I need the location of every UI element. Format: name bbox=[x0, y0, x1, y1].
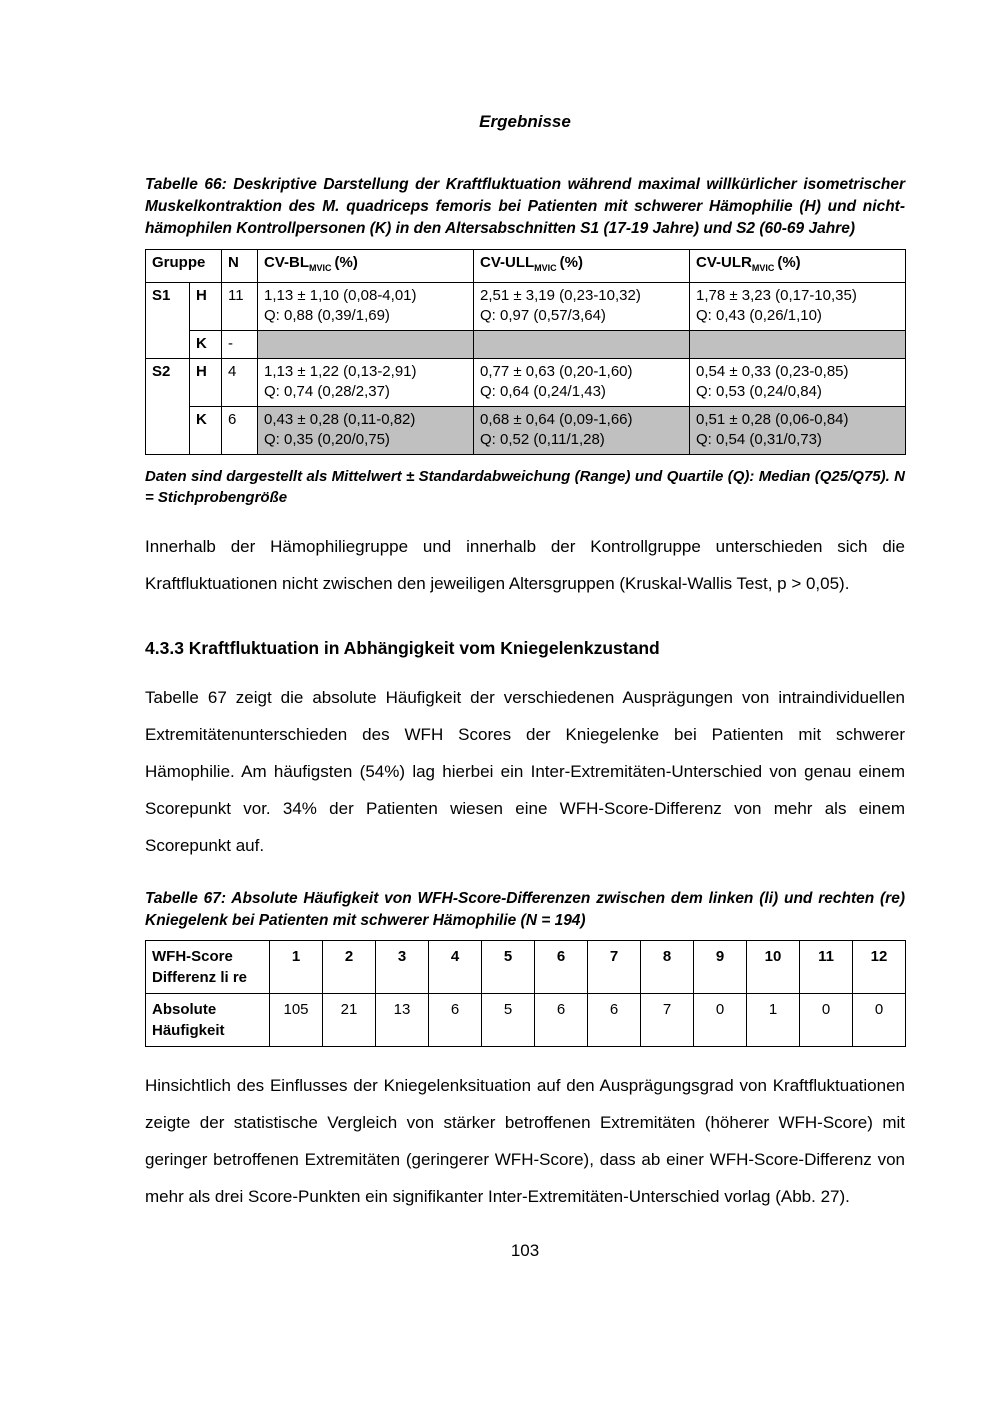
t66-cell-cvbl bbox=[258, 283, 474, 331]
t67-score-col: 8 bbox=[641, 941, 694, 994]
t67-score-col: 4 bbox=[429, 941, 482, 994]
t67-frequency-cell: 5 bbox=[482, 994, 535, 1047]
paragraph-2: Tabelle 67 zeigt die absolute Häufigkeit der verschiedenen Ausprägungen von intraindividuellen Extremitätenunterschieden des WFH Scores der Kniegelenke bei Patienten mit schwerer Hämophilie. Am häufigsten (54%) lag hierbei ein Inter-Extremitäten-Unterschied von genau einem Scorepunkt vor. 34% der Patienten wiesen eine WFH-Score-Differenz von mehr als einem Scorepunkt auf. bbox=[145, 688, 905, 855]
t66-header-n: N bbox=[222, 250, 258, 283]
t66-cell-segment-s1: S1 bbox=[146, 283, 190, 359]
table66 bbox=[145, 249, 906, 455]
table66-footnote: Daten sind dargestellt als Mittelwert ± Standardabweichung (Range) und Quartile (Q): Median (Q25/Q75). N = Stichprobengröße bbox=[145, 468, 905, 506]
t67-frequency-cell: 21 bbox=[323, 994, 376, 1047]
t66-cell-group: H bbox=[190, 283, 222, 331]
corner-line: Differenz li re bbox=[152, 969, 248, 986]
t66-header-cvulr-name: CV-ULR bbox=[696, 254, 752, 271]
cell-line: 1,78 ± 3,23 (0,17-10,35) bbox=[696, 287, 857, 304]
table67-frequency-row bbox=[146, 994, 906, 1047]
t66-cell-cvull bbox=[474, 407, 690, 455]
t66-cell-cvull bbox=[474, 359, 690, 407]
t66-cell-group: K bbox=[190, 331, 222, 359]
t66-cell-cvulr bbox=[690, 359, 906, 407]
table66-header-row bbox=[146, 250, 906, 283]
cell-line: Q: 0,74 (0,28/2,37) bbox=[264, 383, 390, 400]
t66-header-cvull-unit: (%) bbox=[559, 254, 583, 271]
t67-frequency-cell: 7 bbox=[641, 994, 694, 1047]
t66-cell-cvull bbox=[474, 283, 690, 331]
t66-header-cvbl bbox=[258, 250, 474, 283]
table67-caption: Tabelle 67: Absolute Häufigkeit von WFH-Score-Differenzen zwischen dem linken (li) und rechten (re) Kniegelenk bei Patienten mit schwerer Hämophilie (N = 194) bbox=[145, 890, 905, 929]
t67-score-col: 1 bbox=[270, 941, 323, 994]
table66-row-s2-h bbox=[146, 359, 906, 407]
cell-line: 0,51 ± 0,28 (0,06-0,84) bbox=[696, 411, 849, 428]
t67-frequency-cell: 6 bbox=[429, 994, 482, 1047]
t66-cell-cvulr-empty bbox=[690, 331, 906, 359]
t67-corner-header bbox=[146, 941, 270, 994]
t66-header-cvull-sub: MVIC bbox=[534, 263, 557, 273]
table67 bbox=[145, 940, 906, 1047]
page-number: 103 bbox=[510, 1241, 540, 1260]
cell-line: 0,43 ± 0,28 (0,11-0,82) bbox=[264, 411, 416, 428]
t67-score-col: 10 bbox=[747, 941, 800, 994]
t66-header-cvbl-sub: MVIC bbox=[309, 263, 332, 273]
table66-row-s1-h bbox=[146, 283, 906, 331]
t66-cell-cvulr bbox=[690, 283, 906, 331]
t67-frequency-cell: 1 bbox=[747, 994, 800, 1047]
t66-header-cvulr-sub: MVIC bbox=[751, 263, 775, 273]
t67-frequency-cell: 0 bbox=[694, 994, 747, 1047]
corner-line: WFH-Score bbox=[152, 948, 233, 965]
t67-frequency-cell: 0 bbox=[800, 994, 853, 1047]
cell-line: Q: 0,88 (0,39/1,69) bbox=[264, 307, 390, 324]
page-content bbox=[145, 112, 905, 1261]
t66-header-cvulr bbox=[690, 250, 906, 283]
t67-frequency-cell: 105 bbox=[270, 994, 323, 1047]
t66-cell-n: - bbox=[222, 331, 258, 359]
cell-line: 0,68 ± 0,64 (0,09-1,66) bbox=[480, 411, 633, 428]
paragraph-3: Hinsichtlich des Einflusses der Kniegelenksituation auf den Ausprägungsgrad von Kraftfluktuationen zeigte der statistische Vergleich von stärker betroffenen Extremitäten (höherer WFH-Score) mit geringer betroffenen Extremitäten (geringerer WFH-Score), dass ab einer WFH-Score-Differenz von mehr als drei Score-Punkten ein signifikanter Inter-Extremitäten-Unterschied vorlag (Abb. 27). bbox=[145, 1076, 905, 1206]
t66-header-cvulr-unit: (%) bbox=[777, 254, 801, 271]
t66-cell-n: 11 bbox=[222, 283, 258, 331]
t67-frequency-cell: 13 bbox=[376, 994, 429, 1047]
t66-cell-cvbl bbox=[258, 359, 474, 407]
t67-score-col: 11 bbox=[800, 941, 853, 994]
table66-row-s2-k bbox=[146, 407, 906, 455]
t66-header-cvull-name: CV-ULL bbox=[480, 254, 535, 271]
t67-score-col: 2 bbox=[323, 941, 376, 994]
cell-line: Q: 0,64 (0,24/1,43) bbox=[480, 383, 606, 400]
t66-cell-n: 4 bbox=[222, 359, 258, 407]
cell-line: 0,77 ± 0,63 (0,20-1,60) bbox=[480, 363, 633, 380]
t67-frequency-cell: 6 bbox=[535, 994, 588, 1047]
t66-header-cvbl-unit: (%) bbox=[334, 254, 358, 271]
t66-cell-segment-s2: S2 bbox=[146, 359, 190, 455]
cell-line: 2,51 ± 3,19 (0,23-10,32) bbox=[480, 287, 641, 304]
table66-row-s1-k bbox=[146, 331, 906, 359]
t67-score-col: 9 bbox=[694, 941, 747, 994]
cell-line: Q: 0,53 (0,24/0,84) bbox=[696, 383, 822, 400]
cell-line: Q: 0,52 (0,11/1,28) bbox=[480, 431, 605, 448]
t66-cell-group: K bbox=[190, 407, 222, 455]
t66-cell-cvbl bbox=[258, 407, 474, 455]
paragraph-1: Innerhalb der Hämophiliegruppe und innerhalb der Kontrollgruppe unterschieden sich die Kraftfluktuationen nicht zwischen den jeweiligen Altersgruppen (Kruskal-Wallis Test, p > 0,05). bbox=[145, 537, 905, 593]
section-heading-4-3-3: 4.3.3 Kraftfluktuation in Abhängigkeit vom Kniegelenkzustand bbox=[145, 638, 660, 658]
table67-header-row bbox=[146, 941, 906, 994]
t67-row-label bbox=[146, 994, 270, 1047]
running-header: Ergebnisse bbox=[479, 112, 571, 131]
cell-line: 0,54 ± 0,33 (0,23-0,85) bbox=[696, 363, 849, 380]
t67-score-col: 6 bbox=[535, 941, 588, 994]
cell-line: Q: 0,35 (0,20/0,75) bbox=[264, 431, 390, 448]
t67-frequency-cell: 0 bbox=[853, 994, 906, 1047]
t66-cell-cvbl-empty bbox=[258, 331, 474, 359]
t66-cell-group: H bbox=[190, 359, 222, 407]
cell-line: Q: 0,43 (0,26/1,10) bbox=[696, 307, 822, 324]
t66-cell-cvulr bbox=[690, 407, 906, 455]
table66-caption: Tabelle 66: Deskriptive Darstellung der Kraftfluktuation während maximal willkürlicher isometrischer Muskelkontraktion des M. quadriceps femoris bei Patienten mit schwerer Hämophilie (H) und nicht-hämophilen Kontrollpersonen (K) in den Altersabschnitten S1 (17-19 Jahre) und S2 (60-69 Jahre) bbox=[145, 176, 905, 237]
t67-score-col: 3 bbox=[376, 941, 429, 994]
t67-frequency-cell: 6 bbox=[588, 994, 641, 1047]
cell-line: Q: 0,97 (0,57/3,64) bbox=[480, 307, 606, 324]
t66-cell-n: 6 bbox=[222, 407, 258, 455]
cell-line: 1,13 ± 1,10 (0,08-4,01) bbox=[264, 287, 417, 304]
cell-line: Q: 0,54 (0,31/0,73) bbox=[696, 431, 822, 448]
t66-cell-cvull-empty bbox=[474, 331, 690, 359]
t66-header-gruppe: Gruppe bbox=[146, 250, 222, 283]
t67-score-col: 7 bbox=[588, 941, 641, 994]
t66-header-cvbl-name: CV-BL bbox=[264, 254, 309, 271]
row-label-line: Häufigkeit bbox=[152, 1022, 225, 1039]
t67-score-col: 5 bbox=[482, 941, 535, 994]
cell-line: 1,13 ± 1,22 (0,13-2,91) bbox=[264, 363, 417, 380]
row-label-line: Absolute bbox=[152, 1001, 217, 1018]
t67-score-col: 12 bbox=[853, 941, 906, 994]
t66-header-cvull bbox=[474, 250, 690, 283]
